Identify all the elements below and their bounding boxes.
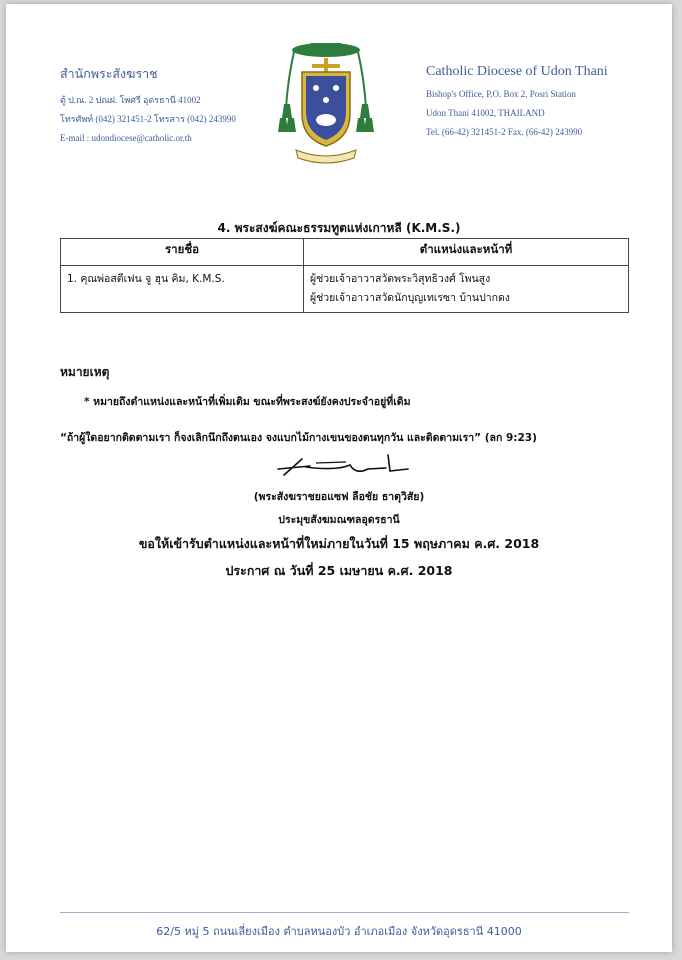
note-heading: หมายเหตุ <box>60 365 110 379</box>
duty-line: ผู้ช่วยเจ้าอาวาสวัดนักบุญเทเรซา บ้านปากดง <box>310 292 510 304</box>
letterhead-english <box>426 64 608 142</box>
footer-divider <box>60 912 629 913</box>
duties-cell <box>304 266 629 313</box>
email-line: E-mail : udondiocese@catholic.or.th <box>60 133 192 143</box>
phone-english: Tel. (66-42) 321451-2 Fax. (66-42) 243990 <box>426 127 583 137</box>
effective-date-line: ขอให้เข้ารับตำแหน่งและหน้าที่ใหม่ภายในวันที่ 15 พฤษภาคม ค.ศ. 2018 <box>138 536 540 551</box>
duty-line: ผู้ช่วยเจ้าอาวาสวัดพระวิสุทธิวงศ์ โพนสูง <box>310 273 491 285</box>
phone-thai: โทรศัพท์ (042) 321451-2 โทรสาร (042) 243990 <box>60 114 236 124</box>
signatory-name: (พระสังฆราชยอแซฟ ลือชัย ธาตุวิสัย) <box>253 491 425 503</box>
announcement-date-line: ประกาศ ณ วันที่ 25 เมษายน ค.ศ. 2018 <box>225 563 453 578</box>
scripture-quote: “ถ้าผู้ใดอยากติดตามเรา ก็จงเลิกนึกถึงตนเอง จงแบกไม้กางเขนของตนทุกวัน และติดตามเรา” (ลก 9:23) <box>60 432 537 444</box>
section-title: 4. พระสงฆ์คณะธรรมทูตแห่งเกาหลี (K.M.S.) <box>217 221 461 235</box>
signatory-title: ประมุขสังฆมณฑลอุดรธานี <box>278 514 400 526</box>
city-line-english: Udon Thani 41002, THAILAND <box>426 108 545 118</box>
note-text: * หมายถึงตำแหน่งและหน้าที่เพิ่มเติม ขณะที่พระสงฆ์ยังคงประจำอยู่ที่เดิม <box>84 396 411 408</box>
coat-of-arms-logo <box>274 38 378 172</box>
table-header-row <box>61 239 629 266</box>
office-name-english: Catholic Diocese of Udon Thani <box>426 64 608 79</box>
footer-address: 62/5 หมู่ 5 ถนนเลี่ยงเมือง ตำบลหนองบัว อำเภอเมือง จังหวัดอุดรธานี 41000 <box>156 925 522 938</box>
office-name-thai: สำนักพระสังฆราช <box>60 66 158 81</box>
assignment-table <box>60 238 629 313</box>
column-header-name: รายชื่อ <box>61 239 304 266</box>
table-row <box>61 266 629 313</box>
signature-image <box>276 453 416 481</box>
column-header-duties: ตำแหน่งและหน้าที่ <box>304 239 629 266</box>
letterhead-thai <box>60 64 236 148</box>
address-thai: ตู้ ป.ณ. 2 ปณฝ. โพศรี อุดรธานี 41002 <box>60 95 201 105</box>
priest-name-cell: 1. คุณพ่อสตีเฟน จู ฮุน คิม, K.M.S. <box>61 266 304 313</box>
document-page <box>6 4 672 952</box>
office-line-english: Bishop's Office, P.O. Box 2, Posri Station <box>426 89 576 99</box>
